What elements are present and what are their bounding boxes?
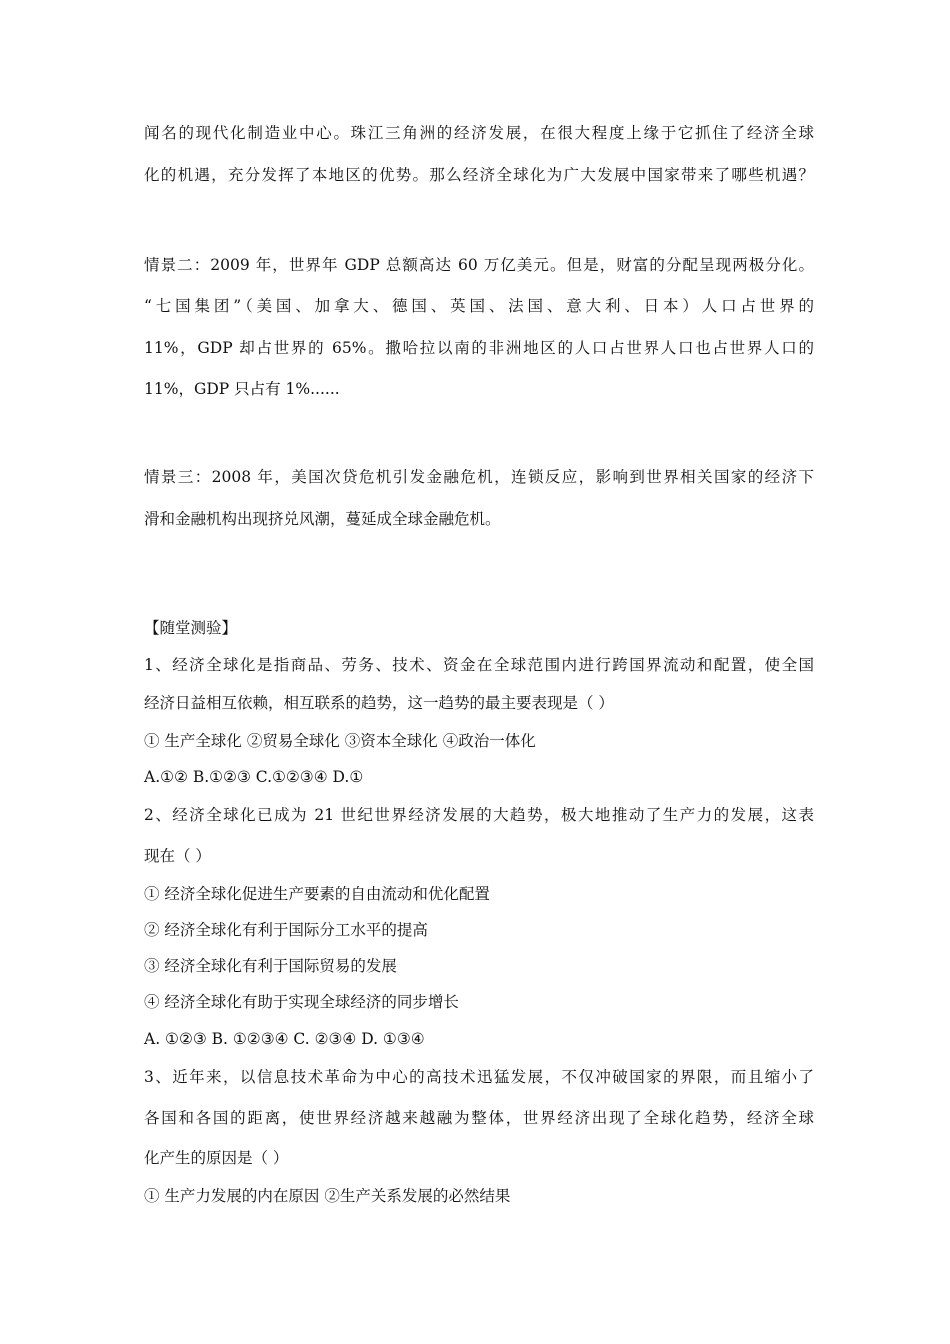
q3-stem-line-3: 化产生的原因是（ ）: [144, 1149, 289, 1167]
q1-stem-line-2: 经济日益相互依赖，相互联系的趋势，这一趋势的最主要表现是（ ）: [144, 694, 614, 712]
q2-item-4: ④ 经济全球化有助于实现全球经济的同步增长: [144, 993, 459, 1011]
q3-stem-line-2: 各国和各国的距离，使世界经济越来越融为整体，世界经济出现了全球化趋势，经济全球: [144, 1109, 814, 1127]
quiz-heading: 【随堂测验】: [144, 619, 238, 637]
intro-line-2: 化的机遇，充分发挥了本地区的优势。那么经济全球化为广大发展中国家带来了哪些机遇？: [144, 166, 814, 184]
scenario2-line-4: 11%，GDP 只占有 1%......: [144, 380, 340, 398]
q3-stem-line-1: 3、近年来，以信息技术革命为中心的高技术迅猛发展，不仅冲破国家的界限，而且缩小了: [144, 1068, 814, 1086]
q2-item-1: ① 经济全球化促进生产要素的自由流动和优化配置: [144, 885, 490, 903]
intro-line-1: 闻名的现代化制造业中心。珠江三角洲的经济发展，在很大程度上缘于它抓住了经济全球: [144, 124, 814, 142]
q2-stem-line-2: 现在（ ）: [144, 847, 211, 865]
q1-stem-line-1: 1、经济全球化是指商品、劳务、技术、资金在全球范围内进行跨国界流动和配置，使全国: [144, 656, 814, 674]
q2-item-3: ③ 经济全球化有利于国际贸易的发展: [144, 957, 397, 975]
scenario3-line-1: 情景三：2008 年，美国次贷危机引发金融危机，连锁反应，影响到世界相关国家的经济下: [144, 468, 814, 486]
q1-options: A.①② B.①②③ C.①②③④ D.①: [144, 768, 364, 786]
q1-items: ① 生产全球化 ②贸易全球化 ③资本全球化 ④政治一体化: [144, 732, 536, 750]
scenario2-line-1: 情景二：2009 年，世界年 GDP 总额高达 60 万亿美元。但是，财富的分配呈现两极分化。: [144, 256, 814, 274]
scenario2-line-3: 11%，GDP 却占世界的 65%。撒哈拉以南的非洲地区的人口占世界人口也占世界人口的: [144, 339, 814, 357]
q2-stem-line-1: 2、经济全球化已成为 21 世纪世界经济发展的大趋势，极大地推动了生产力的发展，这表: [144, 806, 814, 824]
q3-items: ① 生产力发展的内在原因 ②生产关系发展的必然结果: [144, 1187, 511, 1205]
q2-item-2: ② 经济全球化有利于国际分工水平的提高: [144, 921, 428, 939]
q2-options: A. ①②③ B. ①②③④ C. ②③④ D. ①③④: [144, 1030, 425, 1048]
scenario2-line-2: “七国集团”（美国、加拿大、德国、英国、法国、意大利、日本）人口占世界的: [144, 297, 814, 315]
scenario3-line-2: 滑和金融机构出现挤兑风潮，蔓延成全球金融危机。: [144, 510, 501, 528]
